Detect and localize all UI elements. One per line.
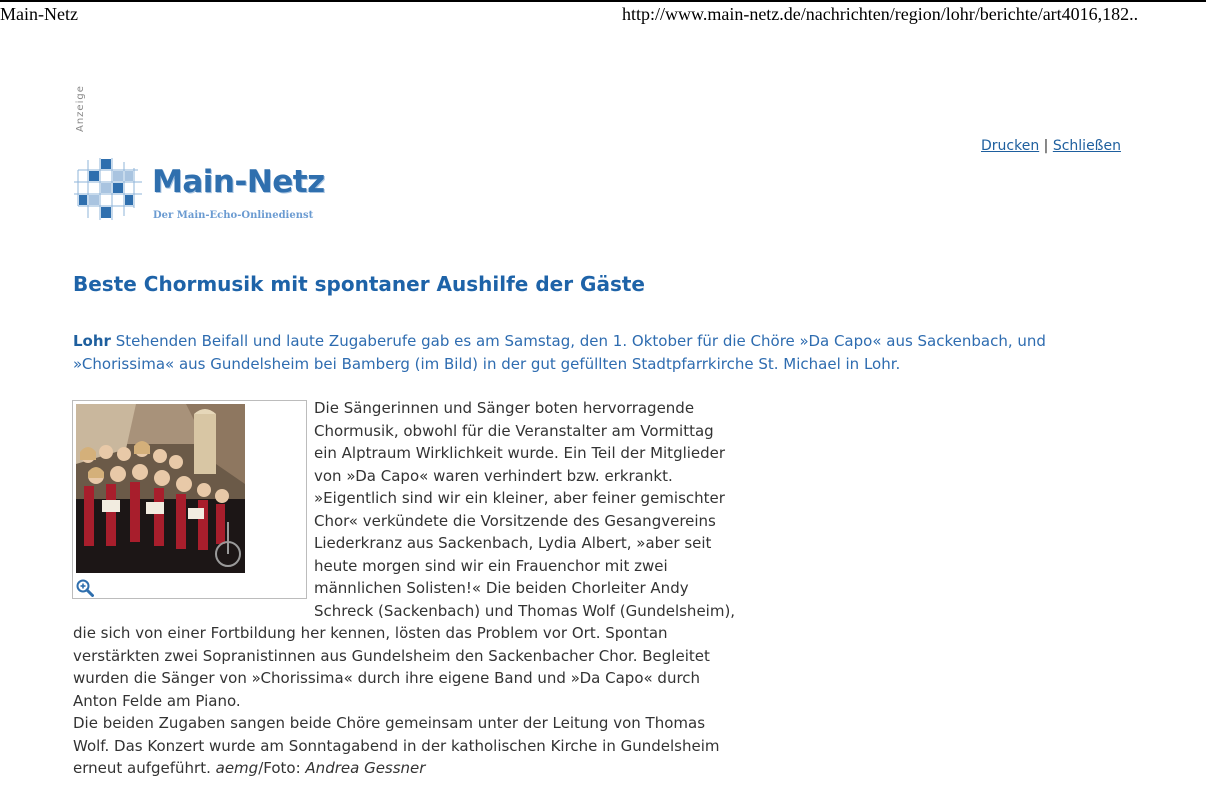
print-header-title: Main-Netz [0, 4, 78, 24]
print-link[interactable]: Drucken [981, 138, 1040, 154]
print-header-url: http://www.main-netz.de/nachrichten/region/lohr/berichte/art4016,182.. [622, 4, 1139, 24]
article-toolbar [981, 138, 1121, 154]
article-paragraph-1: Die Sängerinnen und Sänger boten hervorragende Chormusik, obwohl für die Veranstalter am Vormittag ein Alptraum Wirklichkeit wurde. Ein Teil der Mitglieder von »Da Capo« waren verhindert bzw. erkrankt. »Eigentlich sind wir ein kleiner, aber feiner gemischter Chor« verkündete die Vorsitzende des Gesangvereins Liederkranz aus Sackenbach, Lydia Albert, »aber seit heute morgen sind wir ein Frauenchor mit zwei männlichen Solisten!« Die beiden Chorleiter Andy Schreck (Sackenbach) und Thomas Wolf (Gundelsheim), die sich von einer Fortbildung her kennen, lösten das Problem vor Ort. Spontan verstärkten zwei Sopranistinnen aus Gundelsheim den Sackenbacher Chor. Begleitet wurden die Sänger von »Chorissima« durch ihre eigene Band und »Da Capo« durch Anton Felde am Piano. [73, 399, 736, 710]
main-netz-logo-grid-icon [72, 156, 144, 222]
article-headline: Beste Chormusik mit spontaner Aushilfe der Gäste [73, 272, 645, 296]
article-paragraph-2 [73, 712, 739, 780]
logo-wordmark: Main-Netz [152, 164, 325, 200]
site-logo [72, 156, 334, 226]
print-header [0, 4, 1206, 26]
close-link[interactable]: Schließen [1052, 138, 1121, 154]
article-body [73, 397, 739, 780]
author-credit: aemg [215, 759, 259, 777]
logo-tagline: Der Main-Echo-Onlinedienst [153, 210, 314, 221]
article-lead [73, 330, 1073, 375]
ad-label: Anzeige [75, 85, 86, 132]
lead-text: Stehenden Beifall und laute Zugaberufe gab es am Samstag, den 1. Oktober für die Chöre »Da Capo« aus Sackenbach, und »Chorissima« aus Gundelsheim bei Bamberg (im Bild) in der gut gefüllten Stadtpfarrkirche St. Michael in Lohr. [73, 332, 1046, 373]
photo-credit-prefix: /Foto: [258, 759, 306, 777]
paragraph-2-text: Die beiden Zugaben sangen beide Chöre gemeinsam unter der Leitung von Thomas Wolf. Das Konzert wurde am Sonntagabend in der katholischen Kirche in Gundelsheim erneut aufgeführt. [73, 714, 720, 777]
toolbar-separator: | [1043, 138, 1049, 154]
image-float-spacer [73, 397, 314, 622]
photographer-credit: Andrea Gessner [305, 759, 426, 777]
lead-location: Lohr [73, 332, 111, 350]
top-border [0, 0, 1206, 2]
